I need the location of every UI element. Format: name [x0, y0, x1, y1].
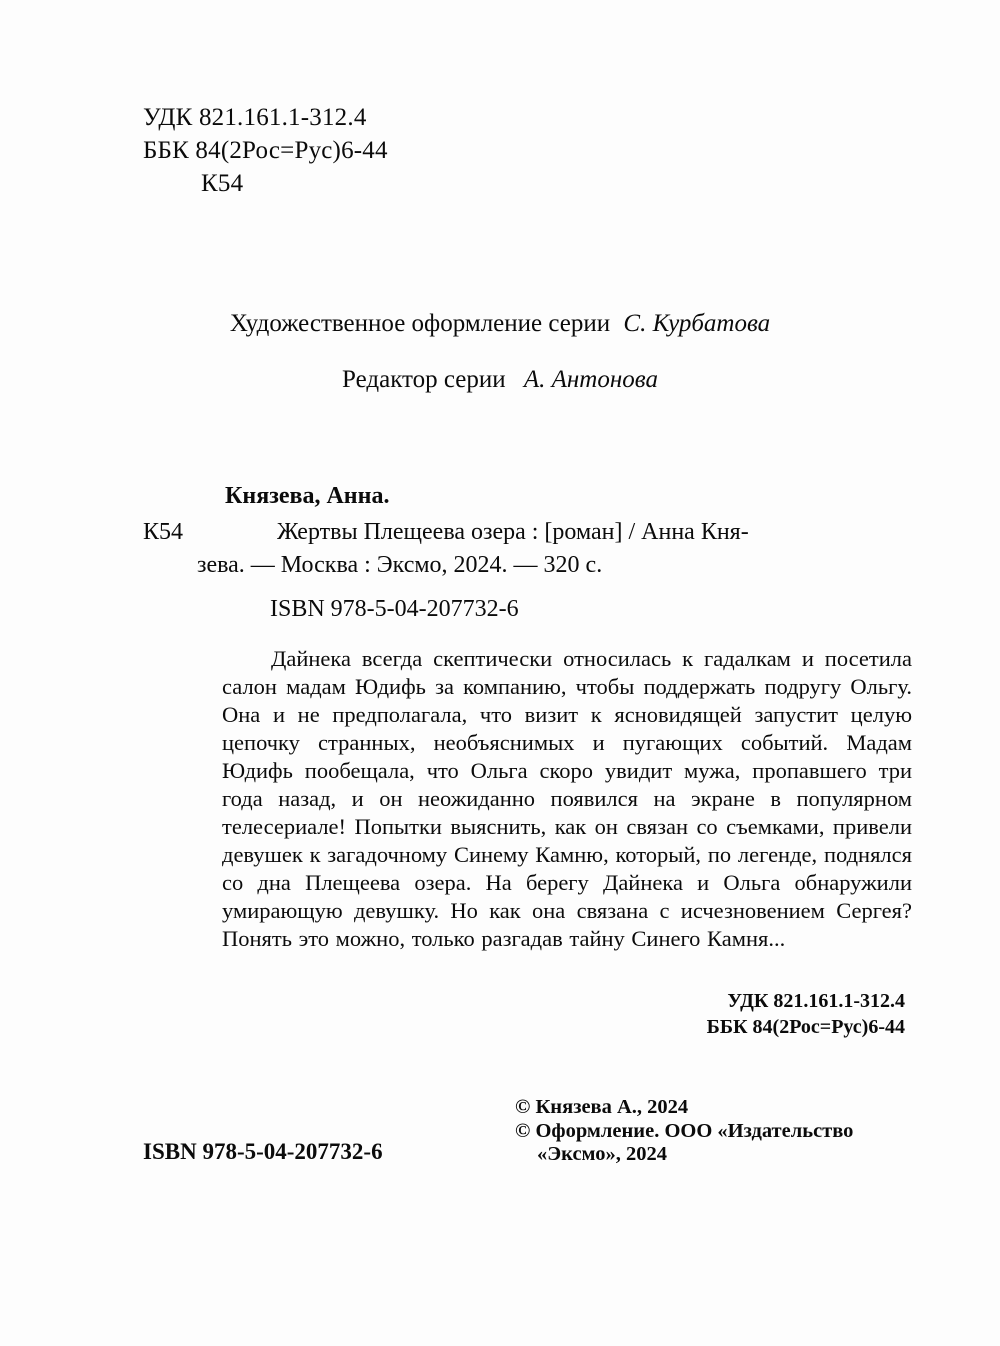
series-editor-name: А. Антонова [523, 366, 658, 393]
series-credits [0, 309, 1000, 395]
series-designer-name: С. Курбатова [623, 310, 771, 337]
classification-codes-top [143, 101, 388, 200]
copyright-publisher-line2: «Эксмо», 2024 [537, 1143, 667, 1165]
series-editor-credit [0, 365, 1000, 395]
copyright-author: © Князева А., 2024 [515, 1096, 689, 1118]
book-annotation: Дайнека всегда скептически относилась к гадалкам и посетила салон мадам Юдифь за компанию, чтобы поддержать подругу Ольгу. Она и не предполагала, что визит к ясновидящей запустит целую цепочку странных, необъяснимых и пугающих событий. Мадам Юдифь пообещала, что Ольга скоро увидит мужа, пропавшего три года назад, и он неожиданно появился на экране в популярном телесериале! Попытки выяснить, как он связан со съемками, привели девушек к загадочному Синему Камню, который, по легенде, поднялся со дна Плещеева озера. На берегу Дайнека и Ольга обнаружили умирающую девушку. Но как она связана с исчезновением Сергея? Понять это можно, только разгадав тайну Синего Камня... [222, 646, 912, 951]
bbk-code-top: ББК 84(2Рос=Рус)6-44 [143, 137, 388, 164]
catalog-entry-line2: зева. — Москва : Эксмо, 2024. — 320 с. [197, 552, 603, 578]
copyright-block [515, 1096, 853, 1167]
copyright-publisher-line1: © Оформление. ООО «Издательство [515, 1119, 854, 1142]
udk-code-bottom: УДК 821.161.1-312.4 [727, 990, 905, 1012]
catalog-entry [143, 516, 913, 582]
catalog-author: Князева, Анна. [225, 483, 390, 509]
bbk-code-bottom: ББК 84(2Рос=Рус)6-44 [706, 1016, 905, 1038]
classification-codes-bottom [707, 988, 905, 1040]
series-design-credit [0, 309, 1000, 339]
isbn-bottom: ISBN 978-5-04-207732-6 [143, 1139, 383, 1164]
catalog-entry-line1: Жертвы Плещеева озера : [роман] / Анна Кня- [277, 519, 749, 545]
series-editor-label: Редактор серии [342, 366, 506, 393]
catalog-isbn: ISBN 978-5-04-207732-6 [270, 596, 519, 622]
author-sign-top: К54 [201, 170, 244, 197]
catalog-card [143, 480, 913, 626]
series-design-label: Художественное оформление серии [229, 310, 611, 337]
udk-code-top: УДК 821.161.1-312.4 [143, 104, 367, 131]
author-sign-margin: К54 [143, 519, 184, 545]
